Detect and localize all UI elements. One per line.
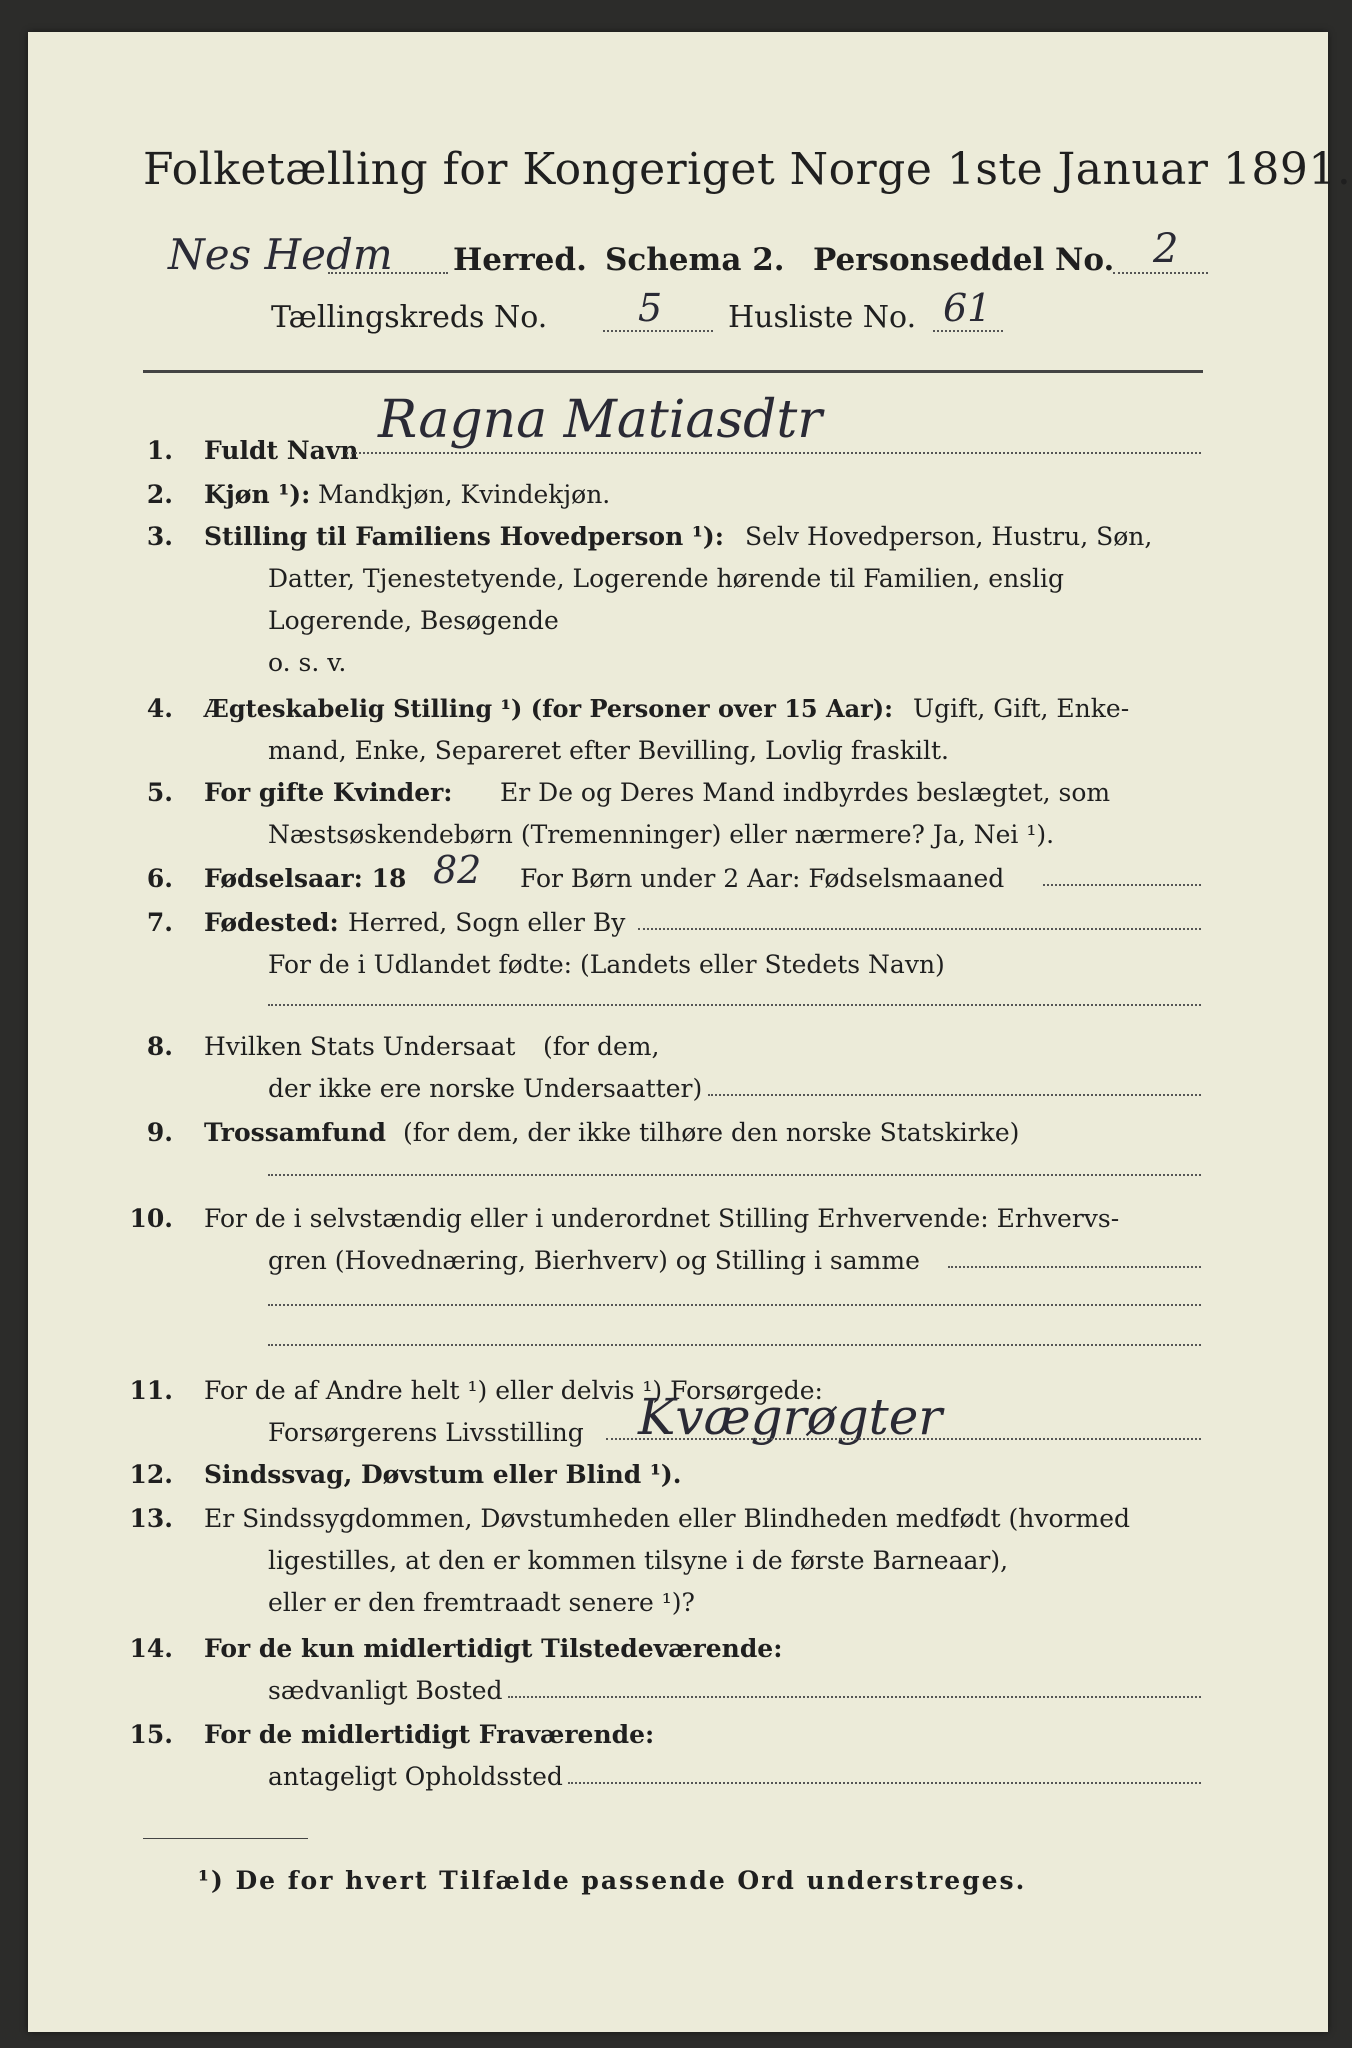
q12-text: Sindssvag, Døvstum eller Blind ¹). xyxy=(204,1460,682,1489)
q13-text-line3: eller er den fremtraadt senere ¹)? xyxy=(268,1588,695,1617)
personseddel-dotline xyxy=(1113,272,1208,274)
husliste-label: Husliste No. xyxy=(728,300,917,335)
q5-label: For gifte Kvinder: xyxy=(204,778,453,807)
q8-label: Hvilken Stats Undersaat xyxy=(204,1032,516,1061)
footnote: ¹) De for hvert Tilfælde passende Ord understreges. xyxy=(198,1866,1027,1895)
header-rule xyxy=(143,370,1203,373)
q2-label: Kjøn ¹): xyxy=(204,480,311,509)
q1-label: Fuldt Navn xyxy=(204,436,359,465)
q6-number: 6. xyxy=(146,864,173,893)
q3-options-line4: o. s. v. xyxy=(268,648,347,677)
q6-under-two: For Børn under 2 Aar: Fødselsmaaned xyxy=(520,864,1005,893)
q3-options-line1: Selv Hovedperson, Hustru, Søn, xyxy=(745,522,1153,551)
q8-number: 8. xyxy=(146,1032,173,1061)
q3-label: Stilling til Familiens Hovedperson ¹): xyxy=(204,522,724,551)
q7-abroad: For de i Udlandet fødte: (Landets eller Stedets Navn) xyxy=(268,950,945,979)
kreds-label: Tællingskreds No. xyxy=(271,300,548,335)
q10-dotline-2 xyxy=(268,1304,1201,1306)
q6-label: Fødselsaar: 18 xyxy=(204,864,407,893)
personseddel-label: Personseddel No. xyxy=(813,242,1115,278)
q3-options-line3: Logerende, Besøgende xyxy=(268,606,559,635)
q7-number: 7. xyxy=(146,908,173,937)
husliste-dotline xyxy=(933,330,1003,332)
q4-label: Ægteskabelig Stilling ¹) (for Personer over 15 Aar): xyxy=(204,694,894,723)
q14-text-line1: For de kun midlertidigt Tilstedeværende: xyxy=(204,1634,783,1663)
q9-text: (for dem, der ikke tilhøre den norske Statskirke) xyxy=(403,1118,1020,1147)
q2-options: Mandkjøn, Kvindekjøn. xyxy=(318,480,611,509)
q8-text-line1: (for dem, xyxy=(543,1032,660,1061)
q7-label: Fødested: xyxy=(204,908,339,937)
q7-options: Herred, Sogn eller By xyxy=(348,908,626,937)
q4-number: 4. xyxy=(146,694,173,723)
q2-number: 2. xyxy=(146,480,173,509)
q7-dotline xyxy=(638,928,1201,930)
schema-label: Schema 2. xyxy=(605,242,785,278)
q13-text-line1: Er Sindssygdommen, Døvstumheden eller Blindheden medfødt (hvormed xyxy=(204,1504,1131,1533)
q9-label: Trossamfund xyxy=(204,1118,387,1147)
q3-number: 3. xyxy=(146,522,173,551)
q8-text-line2: der ikke ere norske Undersaatter) xyxy=(268,1074,703,1103)
q6-dotline xyxy=(1043,884,1201,886)
q10-number: 10. xyxy=(129,1204,173,1233)
q1-answer-name: Ragna Matiasdtr xyxy=(378,390,823,450)
q3-options-line2: Datter, Tjenestetyende, Logerende hørende til Familien, enslig xyxy=(268,564,1065,593)
form-title: Folketælling for Kongeriget Norge 1ste Januar 1891. xyxy=(143,144,1352,195)
q14-text-line2: sædvanligt Bosted xyxy=(268,1676,503,1705)
q10-dotline-3 xyxy=(268,1344,1201,1346)
husliste-number: 61 xyxy=(943,286,992,330)
q11-answer-occupation: Kvægrøgter xyxy=(638,1388,943,1446)
q4-options-line1: Ugift, Gift, Enke- xyxy=(913,694,1130,723)
q4-options-line2: mand, Enke, Separeret efter Bevilling, Lovlig fraskilt. xyxy=(268,736,949,765)
q11-text-line1: For de af Andre helt ¹) eller delvis ¹) Forsørgede: xyxy=(204,1376,823,1405)
q5-text-line2: Næstsøskendebørn (Tremenninger) eller nærmere? Ja, Nei ¹). xyxy=(268,820,1055,849)
q5-text-line1: Er De og Deres Mand indbyrdes beslægtet, som xyxy=(500,778,1111,807)
q12-number: 12. xyxy=(129,1460,173,1489)
q15-dotline xyxy=(568,1782,1201,1784)
herred-handwritten: Nes Hedm xyxy=(168,230,393,279)
kreds-dotline xyxy=(603,330,713,332)
q13-number: 13. xyxy=(129,1504,173,1533)
q8-dotline xyxy=(708,1094,1201,1096)
q11-text-line2: Forsørgerens Livsstilling xyxy=(268,1418,584,1447)
herred-dotline xyxy=(328,272,448,274)
q7-dotline-2 xyxy=(268,1004,1201,1006)
footnote-rule xyxy=(143,1838,308,1839)
q9-dotline xyxy=(268,1174,1201,1176)
q15-text-line1: For de midlertidigt Fraværende: xyxy=(204,1720,655,1749)
q13-text-line2: ligestilles, at den er kommen tilsyne i de første Barneaar), xyxy=(268,1546,1009,1575)
personseddel-number: 2 xyxy=(1153,226,1179,272)
q1-dotline xyxy=(346,452,1201,454)
q14-number: 14. xyxy=(129,1634,173,1663)
q5-number: 5. xyxy=(146,778,173,807)
q6-birth-year: 82 xyxy=(433,848,482,892)
q10-text-line1: For de i selvstændig eller i underordnet Stilling Erhvervende: Erhvervs- xyxy=(204,1204,1120,1233)
q1-number: 1. xyxy=(146,436,173,465)
q10-text-line2: gren (Hovednæring, Bierhverv) og Stilling i samme xyxy=(268,1246,920,1275)
q15-number: 15. xyxy=(129,1720,173,1749)
census-form-sheet xyxy=(28,32,1352,2032)
q14-dotline xyxy=(508,1696,1201,1698)
q15-text-line2: antageligt Opholdssted xyxy=(268,1762,563,1791)
herred-label: Herred. xyxy=(453,242,587,278)
q9-number: 9. xyxy=(146,1118,173,1147)
q11-dotline xyxy=(606,1438,1201,1440)
q10-dotline xyxy=(948,1266,1201,1268)
kreds-number: 5 xyxy=(638,286,663,330)
q11-number: 11. xyxy=(129,1376,173,1405)
